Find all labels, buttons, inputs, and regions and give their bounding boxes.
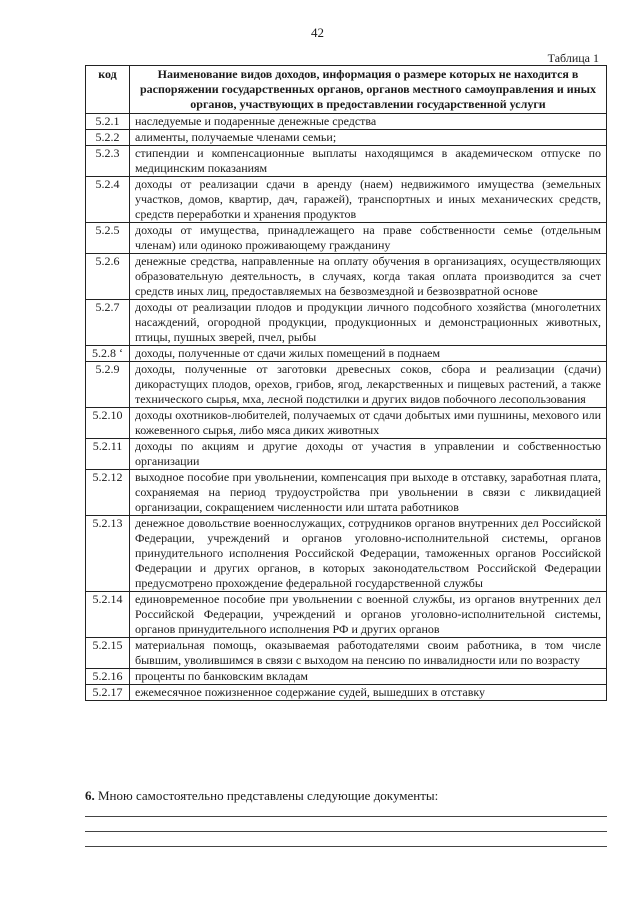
- row-code: 5.2.15: [86, 638, 130, 669]
- row-code: 5.2.3: [86, 146, 130, 177]
- table-row: [86, 254, 607, 300]
- table-row: [86, 470, 607, 516]
- row-name: стипендии и компенсационные выплаты находящимся в академическом отпуске по медицинским показаниям: [130, 146, 607, 177]
- fill-line: [85, 846, 607, 847]
- row-name: доходы по акциям и другие доходы от участия в управлении и собственностью организации: [130, 439, 607, 470]
- row-code: 5.2.13: [86, 516, 130, 592]
- row-code: 5.2.9: [86, 362, 130, 408]
- table-row: [86, 362, 607, 408]
- row-name: наследуемые и подаренные денежные средства: [130, 114, 607, 130]
- table-row: [86, 638, 607, 669]
- table-row: [86, 669, 607, 685]
- table-row: [86, 146, 607, 177]
- row-name: доходы, полученные от заготовки древесных соков, сбора и реализации (сдачи) дикорастущих плодов, орехов, грибов, ягод, лекарственных и пищевых растений, а также технического сырья, мха, лесной подстилки и других видов побочного лесопользования: [130, 362, 607, 408]
- row-name: денежные средства, направленные на оплату обучения в организациях, осуществляющих образовательную деятельность, в случаях, когда такая оплата производится за счет средств иных лиц, предоставляемых на безвозмездной и безвозвратной основе: [130, 254, 607, 300]
- table-header-row: [86, 66, 607, 114]
- row-name: доходы охотников-любителей, получаемых от сдачи добытых ими пушнины, мехового или кожевенного сырья, либо мяса диких животных: [130, 408, 607, 439]
- row-name: материальная помощь, оказываемая работодателями своим работника, в том числе бывшим, уволившимся в связи с выходом на пенсию по инвалидности или по возрасту: [130, 638, 607, 669]
- table-row: [86, 408, 607, 439]
- fill-line: [85, 816, 607, 817]
- section-number: 6.: [85, 788, 95, 803]
- row-code: 5.2.10: [86, 408, 130, 439]
- row-name: доходы от реализации плодов и продукции личного подсобного хозяйства (многолетних насаждений, огородной продукции, продукционных и демонстрационных животных, птицы, пушных зверей, пчел, рыбы: [130, 300, 607, 346]
- row-name: доходы от имущества, принадлежащего на праве собственности семье (отдельным членам) или одиноко проживающему гражданину: [130, 223, 607, 254]
- row-name: доходы, полученные от сдачи жилых помещений в поднаем: [130, 346, 607, 362]
- row-name: алименты, получаемые членами семьи;: [130, 130, 607, 146]
- row-code: 5.2.7: [86, 300, 130, 346]
- table-row: [86, 177, 607, 223]
- row-code: 5.2.2: [86, 130, 130, 146]
- row-code: 5.2.5: [86, 223, 130, 254]
- row-code: 5.2.12: [86, 470, 130, 516]
- row-code: 5.2.16: [86, 669, 130, 685]
- row-name: ежемесячное пожизненное содержание судей, вышедших в отставку: [130, 685, 607, 701]
- row-name: денежное довольствие военнослужащих, сотрудников органов внутренних дел Российской Федерации, учреждений и органов уголовно-исполнительной системы, органов принудительного исполнения Российской Федерации, таможенных органов Российской Федерации и других органов, в которых законодательством Российской Федерации предусмотрено прохождение федеральной государственной службы: [130, 516, 607, 592]
- row-code: 5.2.11: [86, 439, 130, 470]
- row-code: 5.2.8 ‘: [86, 346, 130, 362]
- row-code: 5.2.1: [86, 114, 130, 130]
- row-code: 5.2.4: [86, 177, 130, 223]
- row-code: 5.2.17: [86, 685, 130, 701]
- row-name: доходы от реализации сдачи в аренду (наем) недвижимого имущества (земельных участков, домов, квартир, дач, гаражей), транспортных и иных механических средств, средств переработки и хранения продуктов: [130, 177, 607, 223]
- table-row: [86, 300, 607, 346]
- row-code: 5.2.14: [86, 592, 130, 638]
- table-row: [86, 130, 607, 146]
- row-code: 5.2.6: [86, 254, 130, 300]
- section-six-heading: [85, 788, 605, 804]
- table-row: [86, 685, 607, 701]
- table-row: [86, 346, 607, 362]
- row-name: единовременное пособие при увольнении с военной службы, из органов внутренних дел Российской Федерации, учреждений и органов уголовно-исполнительной системы, органов принудительного исполнения РФ и других органов: [130, 592, 607, 638]
- table-row: [86, 114, 607, 130]
- fill-line: [85, 831, 607, 832]
- table-row: [86, 223, 607, 254]
- table-row: [86, 439, 607, 470]
- income-types-table: [85, 65, 607, 701]
- table-row: [86, 592, 607, 638]
- header-code: код: [86, 66, 130, 114]
- section-text: Мною самостоятельно представлены следующие документы:: [98, 788, 439, 803]
- row-name: выходное пособие при увольнении, компенсация при выходе в отставку, заработная плата, сохраняемая на период трудоустройства при увольнении в связи с ликвидацией организации, сокращением численности или штата работников: [130, 470, 607, 516]
- table-caption: Таблица 1: [547, 51, 599, 65]
- row-name: проценты по банковским вкладам: [130, 669, 607, 685]
- header-name: Наименование видов доходов, информация о размере которых не находится в распоряжении государственных органов, органов местного самоуправления и иных органов, участвующих в предоставлении государственной услуги: [130, 66, 607, 114]
- table-row: [86, 516, 607, 592]
- page-number: 42: [311, 25, 324, 40]
